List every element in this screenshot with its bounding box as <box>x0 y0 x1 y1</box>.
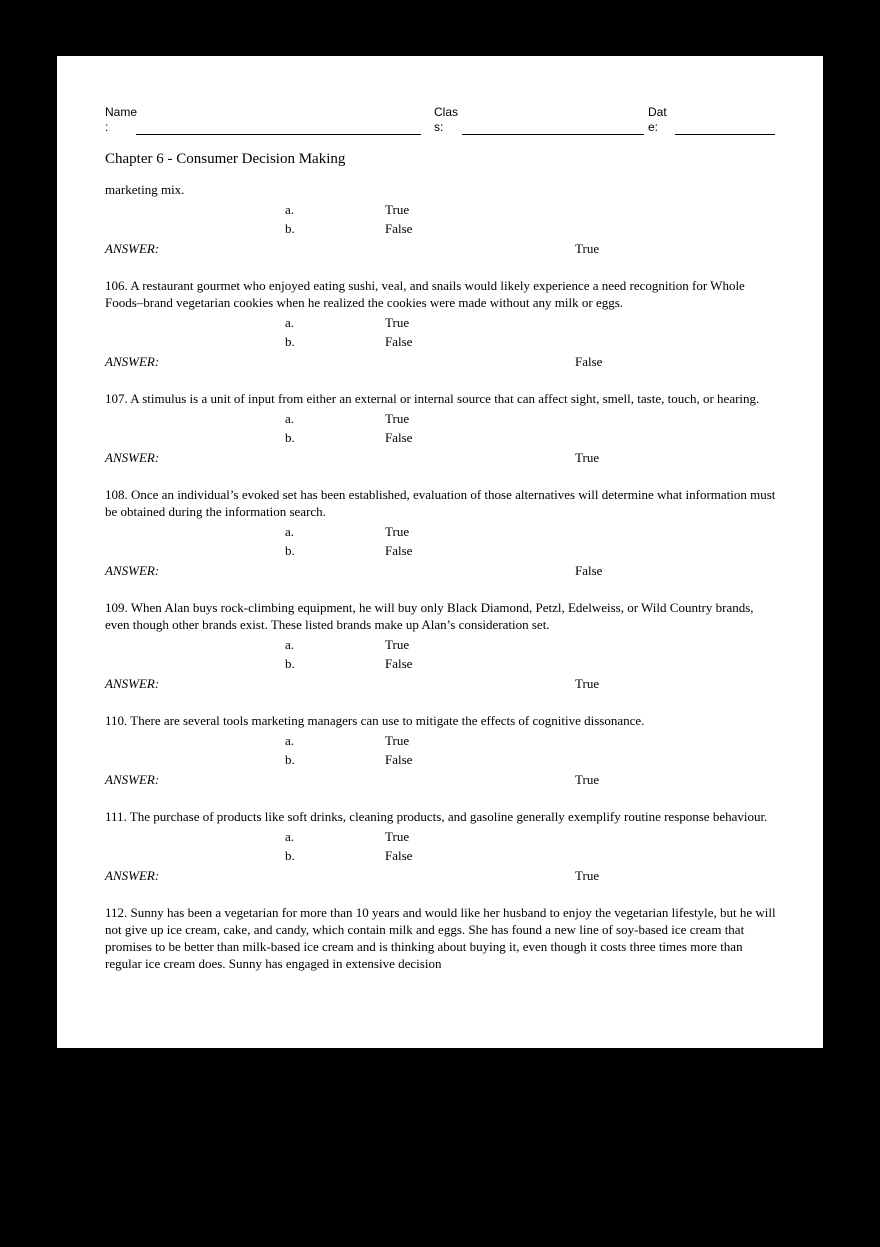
question-text: 112. Sunny has been a vegetarian for more than 10 years and would like her husband to enjoy the vegetarian lifestyle, but he will not give up ice cream, cake, and candy, which contain milk and eggs. She has found a new line of soy-based ice cream that promises to be better than milk-based ice cream and is thinking about buying it, even though it costs three times more than regular ice cream does. Sunny has engaged in extensive decision <box>105 905 776 971</box>
answer-value: True <box>575 676 600 691</box>
question-text: 110. There are several tools marketing managers can use to mitigate the effects of cognitive dissonance. <box>105 713 645 728</box>
option-row <box>105 409 777 428</box>
option-label: True <box>385 829 410 844</box>
options <box>105 731 777 769</box>
date-label: Dat <box>648 105 667 119</box>
date-field <box>648 105 777 135</box>
option-label: False <box>385 543 413 558</box>
option-label: False <box>385 656 413 671</box>
option-letter: b. <box>285 430 295 445</box>
question-text: 107. A stimulus is a unit of input from either an external or internal source that can affect sight, smell, taste, touch, or hearing. <box>105 391 760 406</box>
options <box>105 827 777 865</box>
name-label: Name <box>105 105 138 119</box>
option-label: False <box>385 848 413 863</box>
option-letter: a. <box>285 524 295 539</box>
option-row <box>105 200 777 219</box>
option-letter: a. <box>285 829 295 844</box>
option-label: False <box>385 430 413 445</box>
question <box>105 277 777 371</box>
class-label: Clas <box>434 105 459 119</box>
option-letter: b. <box>285 848 295 863</box>
header-fields <box>105 105 777 135</box>
option-row <box>105 827 777 846</box>
option-label: True <box>385 202 410 217</box>
questions <box>105 181 777 972</box>
chapter-title: Chapter 6 - Consumer Decision Making <box>105 151 346 167</box>
option-letter: a. <box>285 637 295 652</box>
document-page <box>57 56 823 1048</box>
answer-row <box>105 674 777 693</box>
answer-value: True <box>575 241 600 256</box>
option-letter: a. <box>285 733 295 748</box>
question <box>105 904 777 972</box>
answer-label: ANSWER: <box>105 241 160 256</box>
option-letter: a. <box>285 202 295 217</box>
option-label: True <box>385 315 410 330</box>
question <box>105 712 777 789</box>
option-letter: a. <box>285 315 295 330</box>
option-row <box>105 522 777 541</box>
option-row <box>105 219 777 238</box>
options <box>105 313 777 351</box>
option-letter: b. <box>285 334 295 349</box>
options <box>105 409 777 447</box>
option-label: True <box>385 411 410 426</box>
options <box>105 200 777 238</box>
option-letter: a. <box>285 411 295 426</box>
class-label-colon: s: <box>434 120 444 134</box>
option-letter: b. <box>285 656 295 671</box>
option-row <box>105 541 777 560</box>
answer-value: True <box>575 868 600 883</box>
question <box>105 599 777 693</box>
answer-label: ANSWER: <box>105 676 160 691</box>
option-row <box>105 731 777 750</box>
answer-label: ANSWER: <box>105 868 160 883</box>
date-underline <box>675 122 775 135</box>
class-field <box>434 105 648 135</box>
name-underline <box>136 122 421 135</box>
option-row <box>105 846 777 865</box>
answer-label: ANSWER: <box>105 563 160 578</box>
answer-label: ANSWER: <box>105 772 160 787</box>
question-text: 109. When Alan buys rock-climbing equipment, he will buy only Black Diamond, Petzl, Edelweiss, or Wild Country brands, even though other brands exist. These listed brands make up Alan’s consideration set. <box>105 600 754 632</box>
options <box>105 635 777 673</box>
answer-row <box>105 352 777 371</box>
name-label-colon: : <box>105 120 109 134</box>
answer-row <box>105 866 777 885</box>
option-label: True <box>385 524 410 539</box>
option-letter: b. <box>285 543 295 558</box>
option-label: False <box>385 334 413 349</box>
option-label: True <box>385 733 410 748</box>
answer-value: True <box>575 450 600 465</box>
option-row <box>105 332 777 351</box>
option-row <box>105 750 777 769</box>
question-text: 106. A restaurant gourmet who enjoyed eating sushi, veal, and snails would likely experience a need recognition for Whole Foods–brand vegetarian cookies when he realized the cookies were made without any milk or eggs. <box>105 278 745 310</box>
answer-value: False <box>575 563 603 578</box>
option-letter: b. <box>285 221 295 236</box>
option-letter: b. <box>285 752 295 767</box>
answer-row <box>105 770 777 789</box>
option-row <box>105 635 777 654</box>
question <box>105 390 777 467</box>
option-row <box>105 428 777 447</box>
question <box>105 181 777 258</box>
option-label: False <box>385 752 413 767</box>
answer-label: ANSWER: <box>105 354 160 369</box>
option-row <box>105 313 777 332</box>
answer-value: True <box>575 772 600 787</box>
question-text: marketing mix. <box>105 182 185 197</box>
question-text: 111. The purchase of products like soft drinks, cleaning products, and gasoline generally exemplify routine response behaviour. <box>105 809 768 824</box>
date-label-colon: e: <box>648 120 659 134</box>
answer-row <box>105 448 777 467</box>
answer-row <box>105 239 777 258</box>
option-label: True <box>385 637 410 652</box>
answer-value: False <box>575 354 603 369</box>
answer-row <box>105 561 777 580</box>
question <box>105 486 777 580</box>
question-text: 108. Once an individual’s evoked set has been established, evaluation of those alternatives will determine what information must be obtained during the information search. <box>105 487 776 519</box>
option-label: False <box>385 221 413 236</box>
name-field <box>105 105 434 135</box>
question <box>105 808 777 885</box>
answer-label: ANSWER: <box>105 450 160 465</box>
options <box>105 522 777 560</box>
class-underline <box>462 122 644 135</box>
option-row <box>105 654 777 673</box>
